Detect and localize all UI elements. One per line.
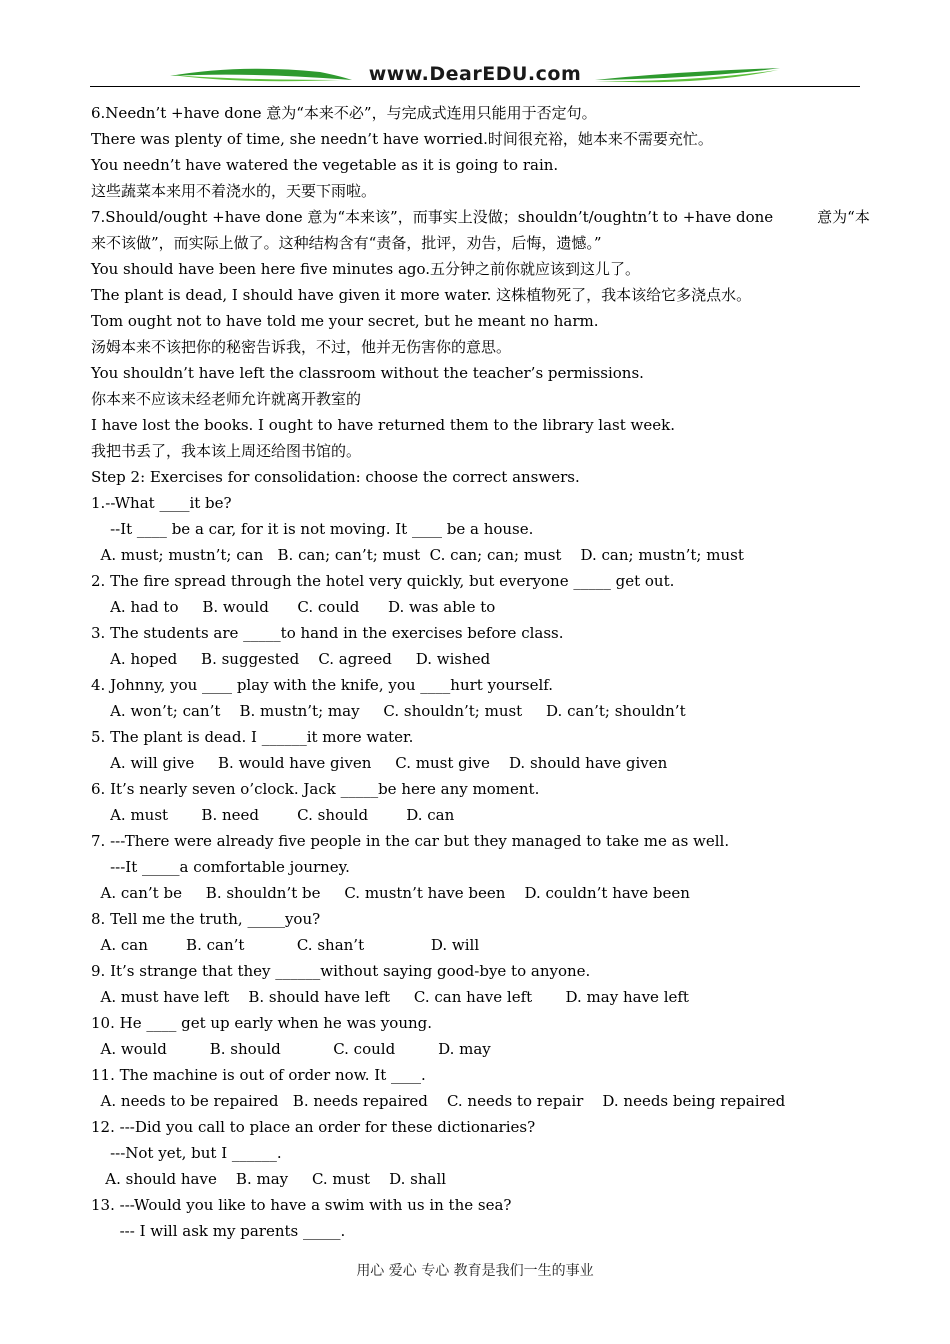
options-line: A. should have B. may C. must D. shall <box>91 1170 447 1188</box>
text-line: 6.Needn’t +have done 意为“本来不必”，与完成式连用只能用于否定句。 <box>91 104 597 122</box>
question-line: 5. The plant is dead. I ______it more water. <box>91 728 414 746</box>
options-line: A. can B. can’t C. shan’t D. will <box>91 936 480 954</box>
question-line: --- I will ask my parents _____. <box>91 1222 346 1240</box>
options-line: A. will give B. would have given C. must give D. should have given <box>91 754 668 772</box>
options-line: A. would B. should C. could D. may <box>91 1040 491 1058</box>
question-line: 9. It’s strange that they ______without saying good-bye to anyone. <box>91 962 591 980</box>
text-line <box>91 204 870 230</box>
document-body <box>91 100 870 1244</box>
text-line-main: 7.Should/ought +have done 意为“本来该”，而事实上没做；shouldn’t/oughtn’t to +have done <box>91 208 774 226</box>
options-line: A. must have left B. should have left C. can have left D. may have left <box>91 988 689 1006</box>
options-line: A. won’t; can’t B. mustn’t; may C. shouldn’t; must D. can’t; shouldn’t <box>91 702 686 720</box>
text-line: Tom ought not to have told me your secret, but he meant no harm. <box>91 312 599 330</box>
options-line: A. can’t be B. shouldn’t be C. mustn’t have been D. couldn’t have been <box>91 884 690 902</box>
options-line: A. had to B. would C. could D. was able to <box>91 598 496 616</box>
text-line: 你本来不应该未经老师允许就离开教室的 <box>91 390 362 408</box>
section-heading: Step 2: Exercises for consolidation: choose the correct answers. <box>91 468 580 486</box>
options-line: A. needs to be repaired B. needs repaired C. needs to repair D. needs being repaired <box>91 1092 786 1110</box>
question-line: 6. It’s nearly seven o’clock. Jack _____be here any moment. <box>91 780 540 798</box>
question-line: 4. Johnny, you ____ play with the knife, you ____hurt yourself. <box>91 676 554 694</box>
text-line: You should have been here five minutes ago.五分钟之前你就应该到这儿了。 <box>91 260 641 278</box>
text-line: I have lost the books. I ought to have returned them to the library last week. <box>91 416 675 434</box>
site-logo-text: www.DearEDU.com <box>368 63 582 85</box>
text-line: 这些蔬菜本来用不着浇水的，天要下雨啦。 <box>91 182 377 200</box>
header-rule <box>90 86 860 87</box>
question-line: 1.--What ____it be? <box>91 494 232 512</box>
options-line: A. must; mustn’t; can B. can; can’t; must C. can; can; must D. can; mustn’t; must <box>91 546 744 564</box>
question-line: ---It _____a comfortable journey. <box>91 858 350 876</box>
question-line: 7. ---There were already five people in the car but they managed to take me as well. <box>91 832 730 850</box>
text-line: There was plenty of time, she needn’t have worried.时间很充裕，她本来不需要充忙。 <box>91 130 713 148</box>
options-line: A. hoped B. suggested C. agreed D. wished <box>91 650 491 668</box>
question-line: ---Not yet, but I ______. <box>91 1144 282 1162</box>
question-line: 13. ---Would you like to have a swim with us in the sea? <box>91 1196 512 1214</box>
options-line: A. must B. need C. should D. can <box>91 806 455 824</box>
text-line-end: 意为“本 <box>817 208 870 226</box>
text-line: You shouldn’t have left the classroom without the teacher’s permissions. <box>91 364 644 382</box>
question-line: --It ____ be a car, for it is not moving. It ____ be a house. <box>91 520 534 538</box>
question-line: 8. Tell me the truth, _____you? <box>91 910 321 928</box>
question-line: 12. ---Did you call to place an order for these dictionaries? <box>91 1118 536 1136</box>
text-line: 汤姆本来不该把你的秘密告诉我，不过，他并无伤害你的意思。 <box>91 338 512 356</box>
text-line: 我把书丢了，我本该上周还给图书馆的。 <box>91 442 362 460</box>
question-line: 3. The students are _____to hand in the exercises before class. <box>91 624 564 642</box>
text-line: You needn’t have watered the vegetable as it is going to rain. <box>91 156 559 174</box>
text-line: The plant is dead, I should have given it more water. 这株植物死了，我本该给它多浇点水。 <box>91 286 752 304</box>
page-footer: 用心 爱心 专心 教育是我们一生的事业 <box>356 1263 594 1279</box>
question-line: 11. The machine is out of order now. It ____. <box>91 1066 426 1084</box>
question-line: 2. The fire spread through the hotel very quickly, but everyone _____ get out. <box>91 572 675 590</box>
question-line: 10. He ____ get up early when he was young. <box>91 1014 433 1032</box>
text-line: 来不该做”，而实际上做了。这种结构含有“责备，批评，劝告，后悔，遗憾。” <box>91 234 602 252</box>
